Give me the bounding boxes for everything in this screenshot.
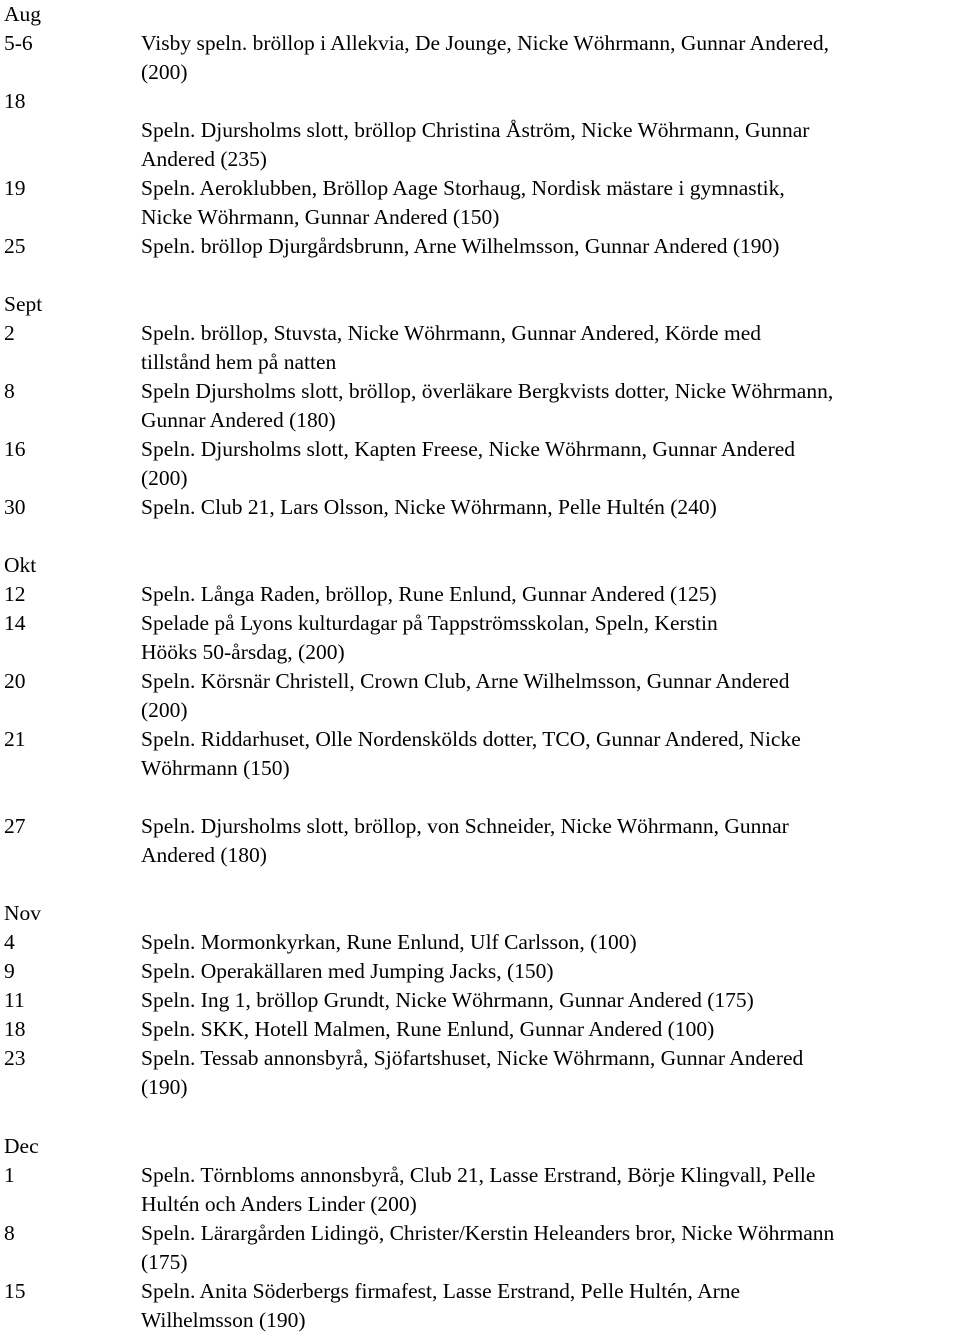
entry-date: 5-6	[4, 31, 33, 55]
entry-text	[141, 377, 960, 435]
entry-text	[141, 1015, 960, 1044]
entry-text	[141, 174, 960, 232]
entry-line: Speln. Djursholms slott, bröllop Christina Åström, Nicke Wöhrmann, Gunnar	[141, 118, 810, 142]
entry-text	[141, 957, 960, 986]
entry-line: (200)	[141, 466, 188, 490]
entry-date: 18	[4, 1017, 26, 1041]
month-heading: Okt	[4, 553, 37, 577]
entry-text	[141, 725, 960, 783]
entry-line: Speln Djursholms slott, bröllop, överläkare Bergkvists dotter, Nicke Wöhrmann,	[141, 379, 834, 403]
entry-line: Speln. Körsnär Christell, Crown Club, Arne Wilhelmsson, Gunnar Andered	[141, 669, 790, 693]
entry-text	[141, 580, 960, 609]
entry-date: 18	[4, 89, 26, 113]
entry-line: (190)	[141, 1075, 188, 1099]
entry-line: Speln. Club 21, Lars Olsson, Nicke Wöhrmann, Pelle Hultén (240)	[141, 495, 717, 519]
entry-line: Speln. Riddarhuset, Olle Nordenskölds dotter, TCO, Gunnar Andered, Nicke	[141, 727, 801, 751]
entry-line: Speln. Långa Raden, bröllop, Rune Enlund, Gunnar Andered (125)	[141, 582, 717, 606]
entry-line: (200)	[141, 698, 188, 722]
entry-date: 2	[4, 321, 15, 345]
entry-text	[141, 319, 960, 377]
entry-text	[141, 116, 960, 174]
entry-date: 9	[4, 959, 15, 983]
entry-date: 15	[4, 1279, 26, 1303]
entry-text	[141, 667, 960, 725]
entry-text	[141, 1219, 960, 1277]
entry-line: Visby speln. bröllop i Allekvia, De Jounge, Nicke Wöhrmann, Gunnar Andered,	[141, 31, 829, 55]
entry-line: Speln. Operakällaren med Jumping Jacks, (150)	[141, 959, 554, 983]
entry-line: Speln. Djursholms slott, Kapten Freese, Nicke Wöhrmann, Gunnar Andered	[141, 437, 796, 461]
entry-date: 8	[4, 379, 15, 403]
entry-date: 23	[4, 1046, 26, 1070]
entry-date: 16	[4, 437, 26, 461]
entry-line: Speln. Aeroklubben, Bröllop Aage Storhaug, Nordisk mästare i gymnastik,	[141, 176, 785, 200]
month-heading: Aug	[4, 2, 42, 26]
entry-line: tillstånd hem på natten	[141, 350, 337, 374]
entry-line: Wilhelmsson (190)	[141, 1308, 306, 1332]
entry-text	[141, 812, 960, 870]
entry-line: Speln. bröllop Djurgårdsbrunn, Arne Wilhelmsson, Gunnar Andered (190)	[141, 234, 780, 258]
entry-line: Speln. Ing 1, bröllop Grundt, Nicke Wöhrmann, Gunnar Andered (175)	[141, 988, 754, 1012]
entry-text	[141, 986, 960, 1015]
entry-date: 12	[4, 582, 26, 606]
entry-line: Speln. Mormonkyrkan, Rune Enlund, Ulf Carlsson, (100)	[141, 930, 637, 954]
entry-line: Speln. SKK, Hotell Malmen, Rune Enlund, Gunnar Andered (100)	[141, 1017, 715, 1041]
entry-line: Speln. Lärargården Lidingö, Christer/Kerstin Heleanders bror, Nicke Wöhrmann	[141, 1221, 835, 1245]
entry-date: 14	[4, 611, 26, 635]
entry-text	[141, 609, 960, 667]
entry-line: (175)	[141, 1250, 188, 1274]
entry-date: 25	[4, 234, 26, 258]
entry-text	[141, 232, 960, 261]
entry-date: 8	[4, 1221, 15, 1245]
entry-line: Speln. Törnbloms annonsbyrå, Club 21, Lasse Erstrand, Börje Klingvall, Pelle	[141, 1163, 816, 1187]
entry-text	[141, 493, 960, 522]
entry-line: Spelade på Lyons kulturdagar på Tappströmsskolan, Speln, Kerstin	[141, 611, 718, 635]
entry-text	[141, 928, 960, 957]
entry-line: Andered (235)	[141, 147, 267, 171]
entry-line: Andered (180)	[141, 843, 267, 867]
entry-date: 4	[4, 930, 15, 954]
entry-text	[141, 1044, 960, 1102]
entry-line: (200)	[141, 60, 188, 84]
entry-line: Speln. Tessab annonsbyrå, Sjöfartshuset, Nicke Wöhrmann, Gunnar Andered	[141, 1046, 804, 1070]
entry-line: Wöhrmann (150)	[141, 756, 290, 780]
entry-date: 27	[4, 814, 26, 838]
entry-text	[141, 1277, 960, 1335]
entry-date: 20	[4, 669, 26, 693]
month-heading: Nov	[4, 901, 42, 925]
entry-line: Speln. Anita Söderbergs firmafest, Lasse Erstrand, Pelle Hultén, Arne	[141, 1279, 741, 1303]
entry-date: 11	[4, 988, 25, 1012]
entry-text	[141, 1161, 960, 1219]
entry-text	[141, 435, 960, 493]
month-heading: Sept	[4, 292, 43, 316]
month-heading: Dec	[4, 1134, 39, 1158]
entry-line: Speln. Djursholms slott, bröllop, von Schneider, Nicke Wöhrmann, Gunnar	[141, 814, 789, 838]
entry-date: 19	[4, 176, 26, 200]
entry-line: Hööks 50-årsdag, (200)	[141, 640, 345, 664]
entry-line: Nicke Wöhrmann, Gunnar Andered (150)	[141, 205, 500, 229]
entry-date: 21	[4, 727, 26, 751]
entry-text	[141, 29, 960, 87]
entry-line: Speln. bröllop, Stuvsta, Nicke Wöhrmann, Gunnar Andered, Körde med	[141, 321, 761, 345]
entry-date: 1	[4, 1163, 15, 1187]
entry-line: Hultén och Anders Linder (200)	[141, 1192, 417, 1216]
entry-line: Gunnar Andered (180)	[141, 408, 336, 432]
entry-date: 30	[4, 495, 26, 519]
